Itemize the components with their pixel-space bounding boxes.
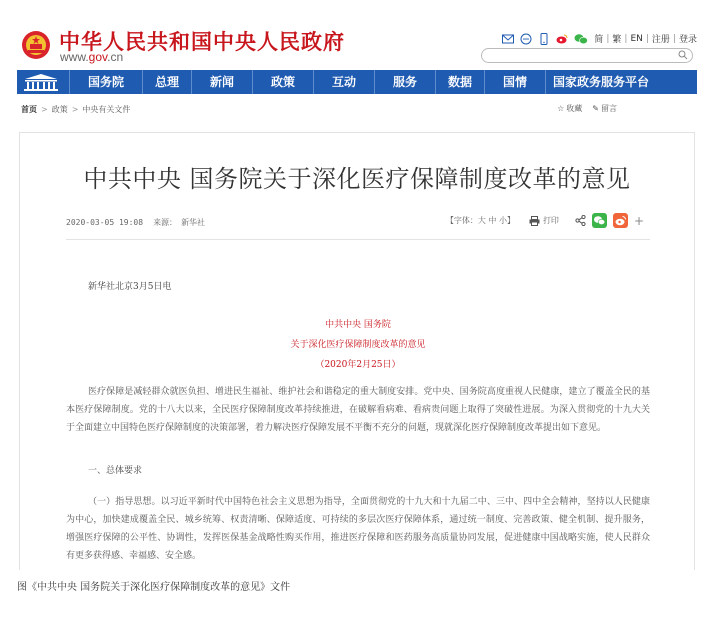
font-medium-button[interactable]: 中 (488, 216, 497, 225)
paragraph-guiding-thought: （一）指导思想。以习近平新时代中国特色社会主义思想为指导，全面贯彻党的十九大和十九届二中、三中、四中全会精神，坚持以人民健康为中心，加快建成覆盖全民、城乡统筹、权责清晰、保障适度、可持续的多层次医疗保障体系，通过统一制度、完善政策、健全机制、提升服务，增强医疗保障的公平性、协调性，发挥医保基金战略性购买作用，推进医疗保障和医药服务高质量协同发展，促进健康中国战略实施，使人民群众有更多获得感、幸福感、安全感。 (66, 497, 650, 561)
font-size-close: 】 (506, 216, 515, 225)
language-links (594, 32, 697, 45)
weibo-icon (613, 213, 628, 228)
article-meta (66, 217, 215, 228)
mail-icon[interactable] (502, 33, 514, 45)
search-input[interactable] (490, 49, 670, 61)
source-label: 来源： (153, 218, 178, 227)
search-icon[interactable] (678, 50, 688, 60)
lang-english-link[interactable]: EN (630, 33, 643, 44)
share-icon[interactable] (575, 215, 586, 226)
font-large-button[interactable]: 大 (477, 216, 486, 225)
printer-icon (529, 216, 540, 226)
breadcrumb-home[interactable]: 首页 (21, 104, 37, 114)
separator: | (672, 33, 676, 44)
site-title[interactable]: 中华人民共和国中央人民政府 (59, 29, 345, 54)
nav-item-interaction[interactable]: 互动 (313, 70, 374, 94)
breadcrumb-policy[interactable]: 政策 (51, 105, 68, 114)
nav-item-national-info[interactable]: 国情 (484, 70, 545, 94)
weibo-icon[interactable] (556, 33, 568, 45)
document-title: 关于深化医疗保障制度改革的意见 (290, 340, 426, 350)
login-link[interactable]: 登录 (678, 35, 697, 45)
dateline: 新华社北京3月5日电 (88, 282, 172, 292)
document-issuer: 中共中央 国务院 (325, 320, 391, 330)
paragraph-intro: 医疗保障是减轻群众就医负担、增进民生福祉、维护社会和谐稳定的重大制度安排。党中央、国务院高度重视人民健康，建立了覆盖全民的基本医疗保障制度。党的十八大以来，全民医疗保障制度改革持续推进，在破解看病难、看病贵问题上取得了突破性进展。为深入贯彻党的十九大关于全面建立中国特色医疗保障制度的决策部署，着力解决医疗保障发展不平衡不充分的问题，现就深化医疗保障制度改革提出如下意见。 (66, 387, 650, 433)
page-actions (557, 103, 617, 114)
source-name: 新华社 (181, 218, 206, 227)
site-url[interactable] (60, 50, 123, 64)
article-tools (446, 213, 644, 228)
separator: | (606, 33, 610, 44)
nav-item-policy[interactable]: 政策 (252, 70, 313, 94)
site-url-suffix: .cn (107, 50, 124, 64)
pencil-icon: ✎ (592, 104, 599, 113)
article-card (19, 132, 695, 570)
site-url-prefix: www. (60, 50, 89, 64)
comment-button[interactable] (592, 103, 617, 114)
site-header (17, 0, 697, 70)
more-share-button[interactable]: + (633, 213, 644, 228)
nav-menu (69, 70, 656, 94)
breadcrumb-central-docs[interactable]: 中央有关文件 (82, 105, 131, 114)
nav-item-state-council[interactable]: 国务院 (69, 70, 142, 94)
nav-item-services[interactable]: 服务 (374, 70, 435, 94)
favorite-label: 收藏 (566, 104, 583, 113)
wechat-icon[interactable] (574, 33, 588, 45)
separator: | (645, 33, 649, 44)
favorite-button[interactable] (557, 103, 582, 114)
top-toolbar (502, 32, 697, 45)
font-size-label: 【字体： (445, 216, 478, 225)
lang-traditional-link[interactable]: 繁 (612, 35, 622, 45)
register-link[interactable]: 注册 (651, 35, 670, 45)
font-small-button[interactable]: 小 (498, 216, 507, 225)
print-label: 打印 (542, 216, 559, 225)
nav-item-premier[interactable]: 总理 (142, 70, 191, 94)
nav-item-news[interactable]: 新闻 (191, 70, 252, 94)
national-emblem-icon[interactable] (21, 30, 51, 60)
article-title: 中共中央 国务院关于深化医疗保障制度改革的意见 (83, 165, 631, 193)
nav-item-data[interactable]: 数据 (435, 70, 484, 94)
breadcrumb (21, 104, 130, 115)
share-wechat-button[interactable] (592, 213, 607, 228)
mobile-icon[interactable] (538, 33, 550, 45)
star-icon: ☆ (557, 104, 565, 113)
site-search (481, 48, 693, 63)
figure-caption: 图《中共中央 国务院关于深化医疗保障制度改革的意见》文件 (17, 582, 291, 593)
font-size-control (446, 215, 515, 226)
webpage-frame (17, 0, 697, 570)
chevron-right-icon: > (71, 105, 79, 114)
separator: | (624, 33, 628, 44)
document-date: （2020年2月25日） (315, 360, 401, 370)
print-button[interactable] (529, 215, 559, 226)
divider (66, 239, 650, 240)
nav-item-gov-service-platform[interactable]: 国家政务服务平台 (545, 70, 656, 94)
great-hall-icon[interactable] (21, 72, 61, 92)
message-icon[interactable] (520, 33, 532, 45)
publish-datetime: 2020-03-05 19:08 (66, 218, 144, 227)
wechat-icon (592, 213, 607, 228)
comment-label: 留言 (601, 104, 617, 113)
section-heading: 一、总体要求 (88, 466, 143, 476)
share-weibo-button[interactable] (613, 213, 628, 228)
site-url-domain: gov (88, 50, 108, 64)
lang-simplified-link[interactable]: 简 (594, 35, 604, 45)
main-nav (17, 70, 697, 94)
chevron-right-icon: > (41, 105, 48, 114)
